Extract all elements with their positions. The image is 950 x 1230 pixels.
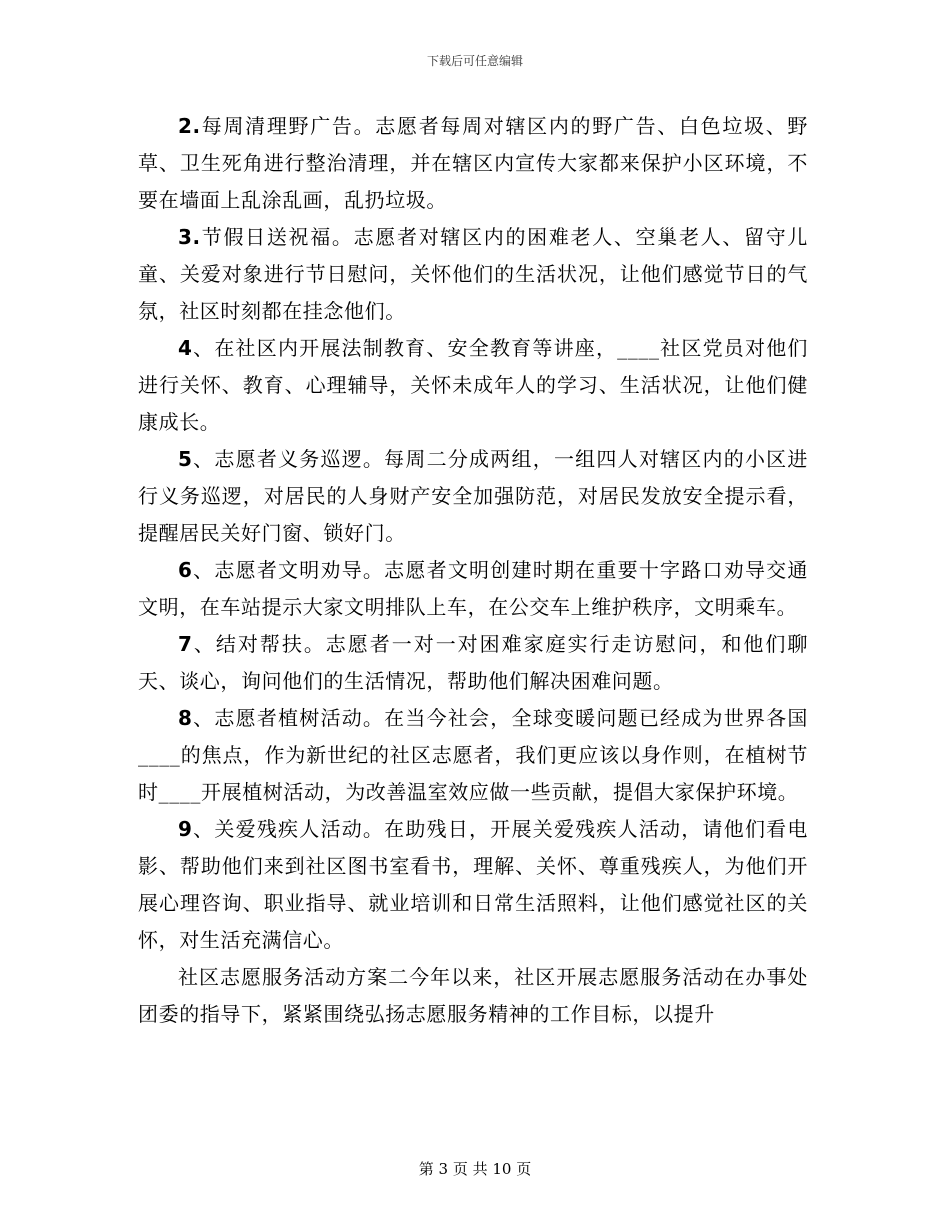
paragraph-6	[138, 552, 808, 626]
item-number: 3.	[178, 225, 201, 249]
item-number: 8	[178, 706, 193, 730]
item-number: 4	[178, 336, 193, 360]
paragraph-text: 、志愿者植树活动。在当今社会，全球变暖问题已经成为世界各国____的焦点，作为新世纪的社区志愿者，我们更应该以身作则，在植树节时____开展植树活动，为改善温室效应做一些贡献，提倡大家保护环境。	[138, 706, 808, 804]
paragraph-2	[138, 108, 808, 219]
paragraph-text: 、志愿者文明劝导。志愿者文明创建时期在重要十字路口劝导交通文明，在车站提示大家文明排队上车，在公交车上维护秩序，文明乘车。	[138, 558, 808, 619]
paragraph-3	[138, 219, 808, 330]
document-body	[138, 108, 808, 1033]
paragraph-text: 节假日送祝福。志愿者对辖区内的困难老人、空巢老人、留守儿童、关爱对象进行节日慰问，关怀他们的生活状况，让他们感觉节日的气氛，社区时刻都在挂念他们。	[138, 225, 808, 323]
paragraph-9	[138, 811, 808, 959]
paragraph-text: 、在社区内开展法制教育、安全教育等讲座，____社区党员对他们进行关怀、教育、心理辅导，关怀未成年人的学习、生活状况，让他们健康成长。	[138, 336, 808, 434]
paragraph-text: 社区志愿服务活动方案二今年以来，社区开展志愿服务活动在办事处团委的指导下，紧紧围绕弘扬志愿服务精神的工作目标，以提升	[138, 965, 808, 1026]
page-footer: 第 3 页 共 10 页	[418, 1160, 532, 1178]
item-number: 7	[178, 632, 193, 656]
paragraph-5	[138, 441, 808, 552]
paragraph-plan-two	[138, 959, 808, 1033]
item-number: 2.	[178, 114, 201, 138]
paragraph-text: 每周清理野广告。志愿者每周对辖区内的野广告、白色垃圾、野草、卫生死角进行整治清理，并在辖区内宣传大家都来保护小区环境，不要在墙面上乱涂乱画，乱扔垃圾。	[138, 114, 808, 212]
paragraph-4	[138, 330, 808, 441]
paragraph-text: 、志愿者义务巡逻。每周二分成两组，一组四人对辖区内的小区进行义务巡逻，对居民的人身财产安全加强防范，对居民发放安全提示看，提醒居民关好门窗、锁好门。	[138, 447, 808, 545]
item-number: 6	[178, 558, 193, 582]
page-header: 下载后可任意编辑	[426, 54, 523, 68]
paragraph-text: 、关爱残疾人活动。在助残日，开展关爱残疾人活动，请他们看电影、帮助他们来到社区图书室看书，理解、关怀、尊重残疾人，为他们开展心理咨询、职业指导、就业培训和日常生活照料，让他们感觉社区的关怀，对生活充满信心。	[138, 817, 808, 952]
paragraph-8	[138, 700, 808, 811]
item-number: 5	[178, 447, 193, 471]
item-number: 9	[178, 817, 193, 841]
paragraph-7	[138, 626, 808, 700]
paragraph-text: 、结对帮扶。志愿者一对一对困难家庭实行走访慰问，和他们聊天、谈心，询问他们的生活情况，帮助他们解决困难问题。	[138, 632, 808, 693]
